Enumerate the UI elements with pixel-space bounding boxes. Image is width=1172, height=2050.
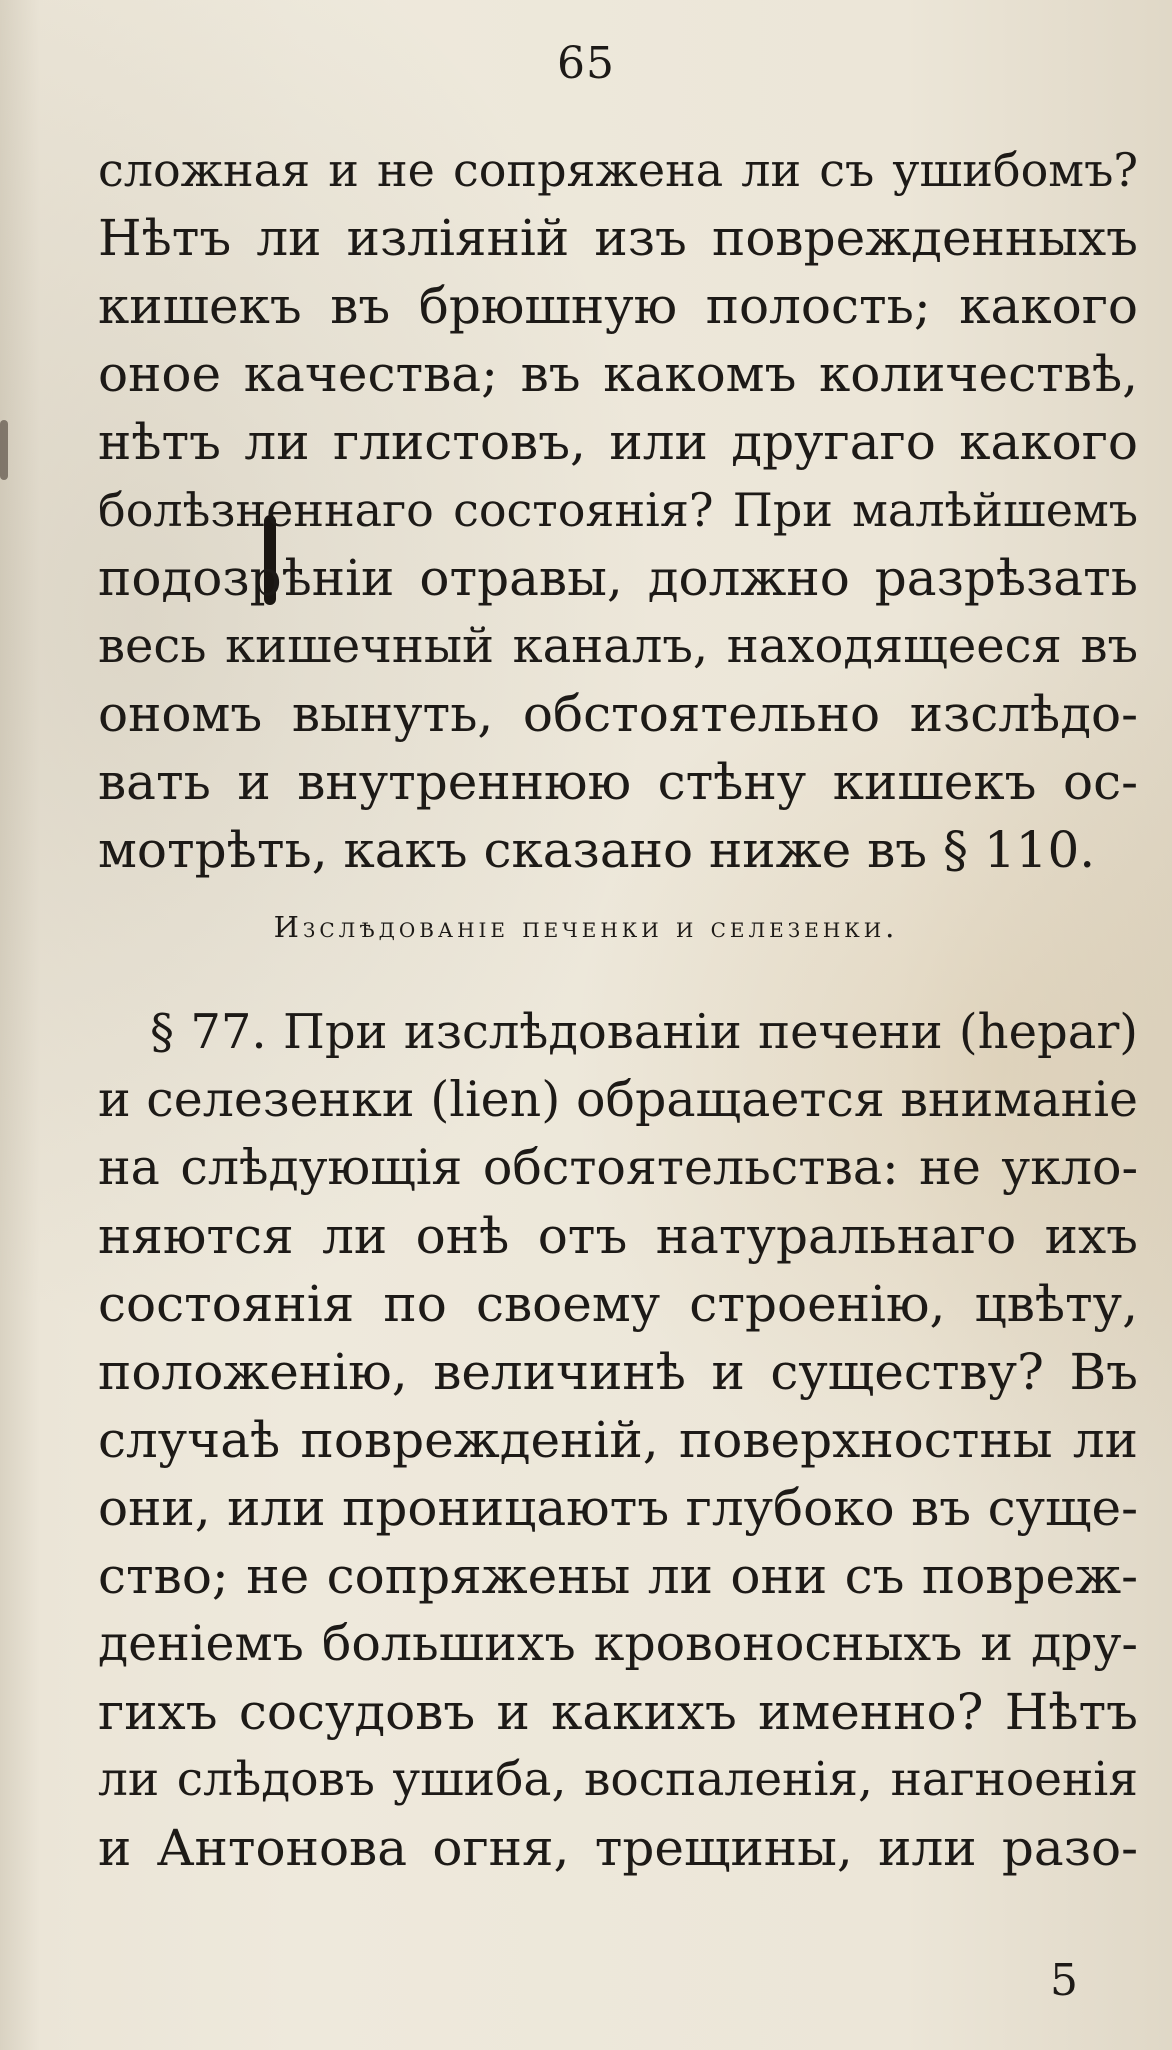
text-line: мотрѣть, какъ сказано ниже въ § 110. — [98, 821, 1096, 879]
text-line: и селезенки (lien) обращается вниманіе — [98, 1071, 1138, 1128]
text-line: они, или проницаютъ глубоко въ суще- — [98, 1479, 1138, 1537]
text-line: на слѣдующія обстоятельства: не укло- — [98, 1139, 1138, 1196]
text-line: оное качества; въ какомъ количествѣ, — [98, 345, 1138, 403]
text-line: кишекъ въ брюшную полость; какого — [98, 277, 1138, 335]
text-line: няются ли онѣ отъ натуральнаго ихъ — [98, 1207, 1138, 1265]
text-line: подозрѣніи отравы, должно разрѣзать — [98, 549, 1138, 607]
section-heading: Изслѣдованіе печенки и селезенки. — [273, 910, 899, 944]
text-line: вать и внутреннюю стѣну кишекъ ос- — [98, 753, 1138, 811]
text-line: болѣзненнаго состоянія? При малѣйшемъ — [98, 483, 1138, 537]
paragraph-first-line: § 77. При изслѣдованіи печени (hepar) — [150, 1004, 1138, 1060]
signature-mark: 5 — [1050, 1955, 1078, 2006]
text-line: весь кишечный каналъ, находящееся въ — [98, 618, 1138, 674]
text-line: сложная и не сопряжена ли съ ушибомъ? — [98, 143, 1138, 197]
text-line: Нѣтъ ли изліяній изъ поврежденныхъ — [98, 209, 1138, 267]
text-line: положенію, величинѣ и существу? Въ — [98, 1343, 1138, 1401]
text-line: ство; не сопряжены ли они съ повреж- — [98, 1547, 1138, 1605]
text-line: случаѣ поврежденій, поверхностны ли — [98, 1411, 1138, 1469]
text-line: и Антонова огня, трещины, или разо- — [98, 1819, 1138, 1877]
text-line: ономъ вынуть, обстоятельно изслѣдо- — [98, 685, 1138, 743]
text-line: состоянія по своему строенію, цвѣту, — [98, 1275, 1138, 1333]
text-line: нѣтъ ли глистовъ, или другаго какого — [98, 413, 1138, 471]
text-line: гихъ сосудовъ и какихъ именно? Нѣтъ — [98, 1683, 1138, 1741]
text-line: деніемъ большихъ кровоносныхъ и дру- — [98, 1615, 1138, 1672]
page-edge-stain — [0, 420, 8, 480]
text-line: ли слѣдовъ ушиба, воспаленія, нагноенія — [98, 1752, 1138, 1807]
page-number: 65 — [557, 38, 615, 89]
